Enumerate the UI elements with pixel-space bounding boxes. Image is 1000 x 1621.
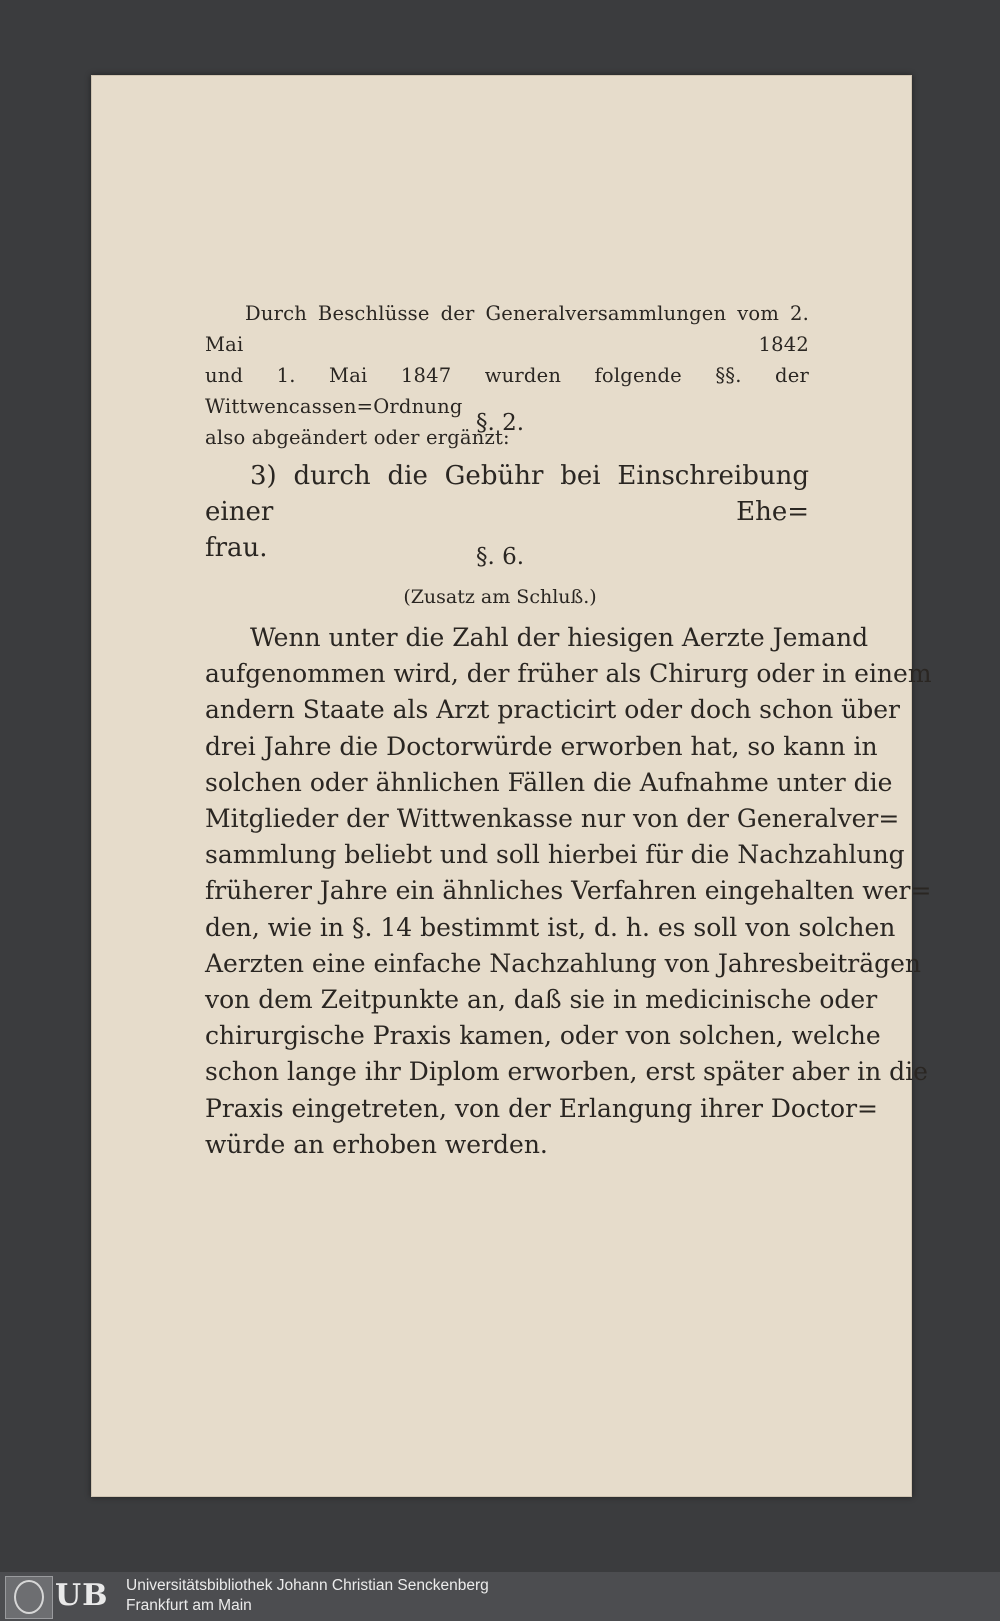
section-6-line: solchen oder ähnlichen Fällen die Aufnahme unter die: [205, 767, 893, 797]
section-2-line: 3) durch die Gebühr bei Einschreibung einer Ehe=: [205, 461, 809, 527]
section-2-heading: §. 2.: [475, 410, 525, 436]
section-6-line: Praxis eingetreten, von der Erlangung ihrer Doctor=: [205, 1093, 878, 1123]
section-6-body: [205, 620, 932, 1163]
section-6-subheading: (Zusatz am Schluß.): [403, 586, 597, 608]
section-6-line: aufgenommen wird, der früher als Chirurg oder in einem: [205, 659, 932, 689]
section-6-line: schon lange ihr Diplom erworben, erst später aber in die: [205, 1057, 928, 1087]
library-logo[interactable]: UB: [55, 1578, 109, 1613]
intro-line: und 1. Mai 1847 wurden folgende §§. der Wittwencassen=Ordnung: [205, 364, 809, 418]
intro-line: Durch Beschlüsse der Generalversammlungen vom 2. Mai 1842: [205, 302, 809, 356]
section-6-line: Mitglieder der Wittwenkasse nur von der Generalver=: [205, 804, 900, 834]
library-city: Frankfurt am Main: [126, 1597, 252, 1614]
intro-line: also abgeändert oder ergänzt:: [205, 426, 510, 449]
seal-icon: [5, 1576, 53, 1619]
library-footer: [0, 1572, 1000, 1621]
section-6-line: Wenn unter die Zahl der hiesigen Aerzte Jemand: [250, 623, 869, 652]
section-6-line: würde an erhoben werden.: [205, 1129, 548, 1159]
section-6-heading: §. 6.: [475, 544, 525, 570]
library-name: Universitätsbibliothek Johann Christian Senckenberg: [126, 1577, 489, 1594]
section-6-line: sammlung beliebt und soll hierbei für die Nachzahlung: [205, 840, 905, 870]
section-6-line: früherer Jahre ein ähnliches Verfahren eingehalten wer=: [205, 876, 932, 906]
section-6-line: den, wie in §. 14 bestimmt ist, d. h. es soll von solchen: [205, 912, 896, 942]
section-6-line: drei Jahre die Doctorwürde erworben hat, so kann in: [205, 731, 878, 761]
section-6-line: chirurgische Praxis kamen, oder von solchen, welche: [205, 1021, 881, 1051]
section-6-line: Aerzten eine einfache Nachzahlung von Jahresbeiträgen: [205, 948, 922, 978]
section-6-line: von dem Zeitpunkte an, daß sie in medicinische oder: [205, 985, 878, 1015]
section-6-line: andern Staate als Arzt practicirt oder doch schon über: [205, 695, 900, 725]
section-2-line: frau.: [205, 533, 268, 563]
